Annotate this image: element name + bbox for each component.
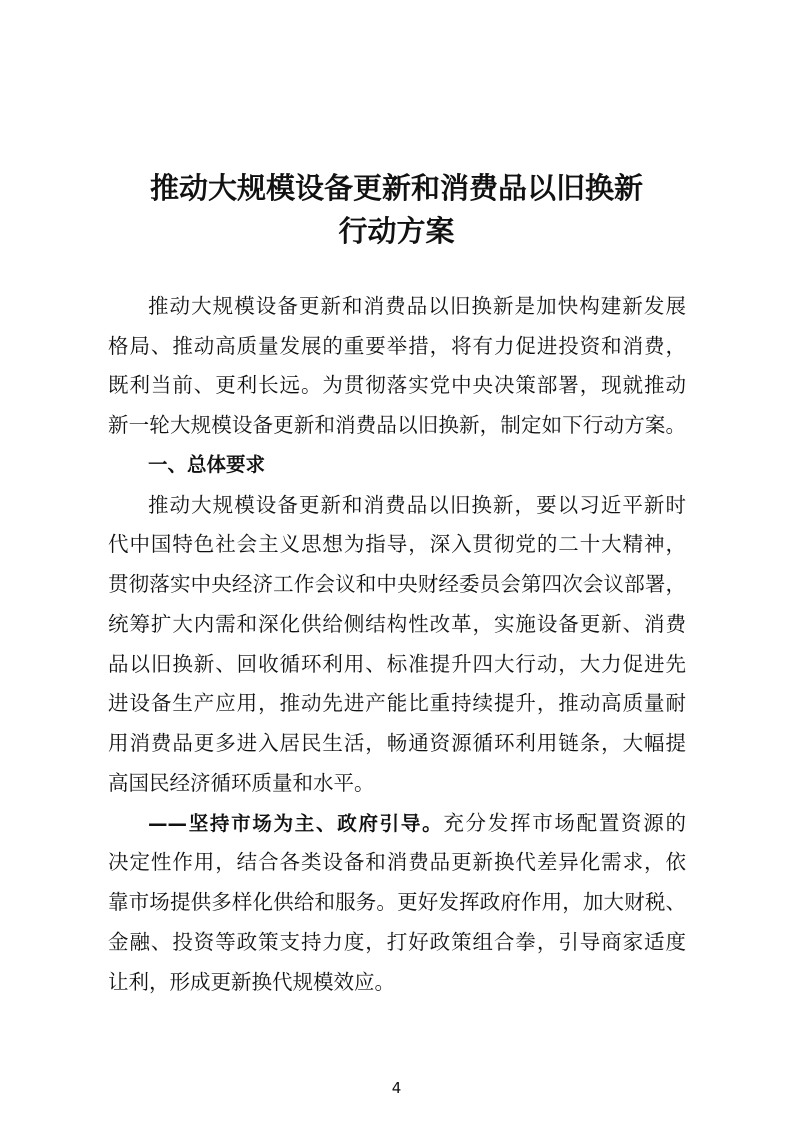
principle-1-line-2: 决定性作用，结合各类设备和消费品更新换代差异化需求，依 (108, 850, 686, 874)
document-title-line-1: 推动大规模设备更新和消费品以旧换新 (149, 171, 643, 205)
paragraph-2-line-7: 用消费品更多进入居民生活，畅通资源循环利用链条，大幅提 (108, 731, 686, 755)
document-title-line-2: 行动方案 (338, 214, 455, 248)
paragraph-2-line-8: 高国民经济循环质量和水平。 (108, 771, 375, 795)
paragraph-2-line-3: 贯彻落实中央经济工作会议和中央财经委员会第四次会议部署， (108, 572, 686, 596)
paragraph-2-line-4: 统筹扩大内需和深化供给侧结构性改革，实施设备更新、消费 (108, 612, 686, 636)
page-number: 4 (391, 1079, 402, 1097)
paragraph-1-line-4: 新一轮大规模设备更新和消费品以旧换新，制定如下行动方案。 (108, 413, 686, 437)
section-1-heading: 一、总体要求 (148, 453, 266, 476)
paragraph-2-line-6: 进设备生产应用，推动先进产能比重持续提升，推动高质量耐 (108, 691, 686, 715)
paragraph-1-line-3: 既利当前、更利长远。为贯彻落实党中央决策部署，现就推动 (108, 373, 686, 397)
paragraph-2-line-1: 推动大规模设备更新和消费品以旧换新，要以习近平新时 (148, 493, 686, 517)
principle-1-line-3: 靠市场提供多样化供给和服务。更好发挥政府作用，加大财税、 (108, 890, 686, 914)
paragraph-1-line-2: 格局、推动高质量发展的重要举措，将有力促进投资和消费， (108, 334, 686, 358)
paragraph-2-line-5: 品以旧换新、回收循环利用、标准提升四大行动，大力促进先 (108, 652, 686, 676)
principle-1-heading: ——坚持市场为主、政府引导。 (148, 812, 444, 835)
principle-1-line-1 (148, 810, 686, 836)
principle-1-line-4: 金融、投资等政策支持力度，打好政策组合拳，引导商家适度 (108, 930, 686, 954)
principle-1-line-5: 让利，形成更新换代规模效应。 (108, 970, 395, 994)
paragraph-1-line-1: 推动大规模设备更新和消费品以旧换新是加快构建新发展 (148, 294, 686, 318)
paragraph-2-line-2: 代中国特色社会主义思想为指导，深入贯彻党的二十大精神， (108, 532, 686, 556)
principle-1-lead-text: 充分发挥市场配置资源的 (443, 811, 686, 835)
